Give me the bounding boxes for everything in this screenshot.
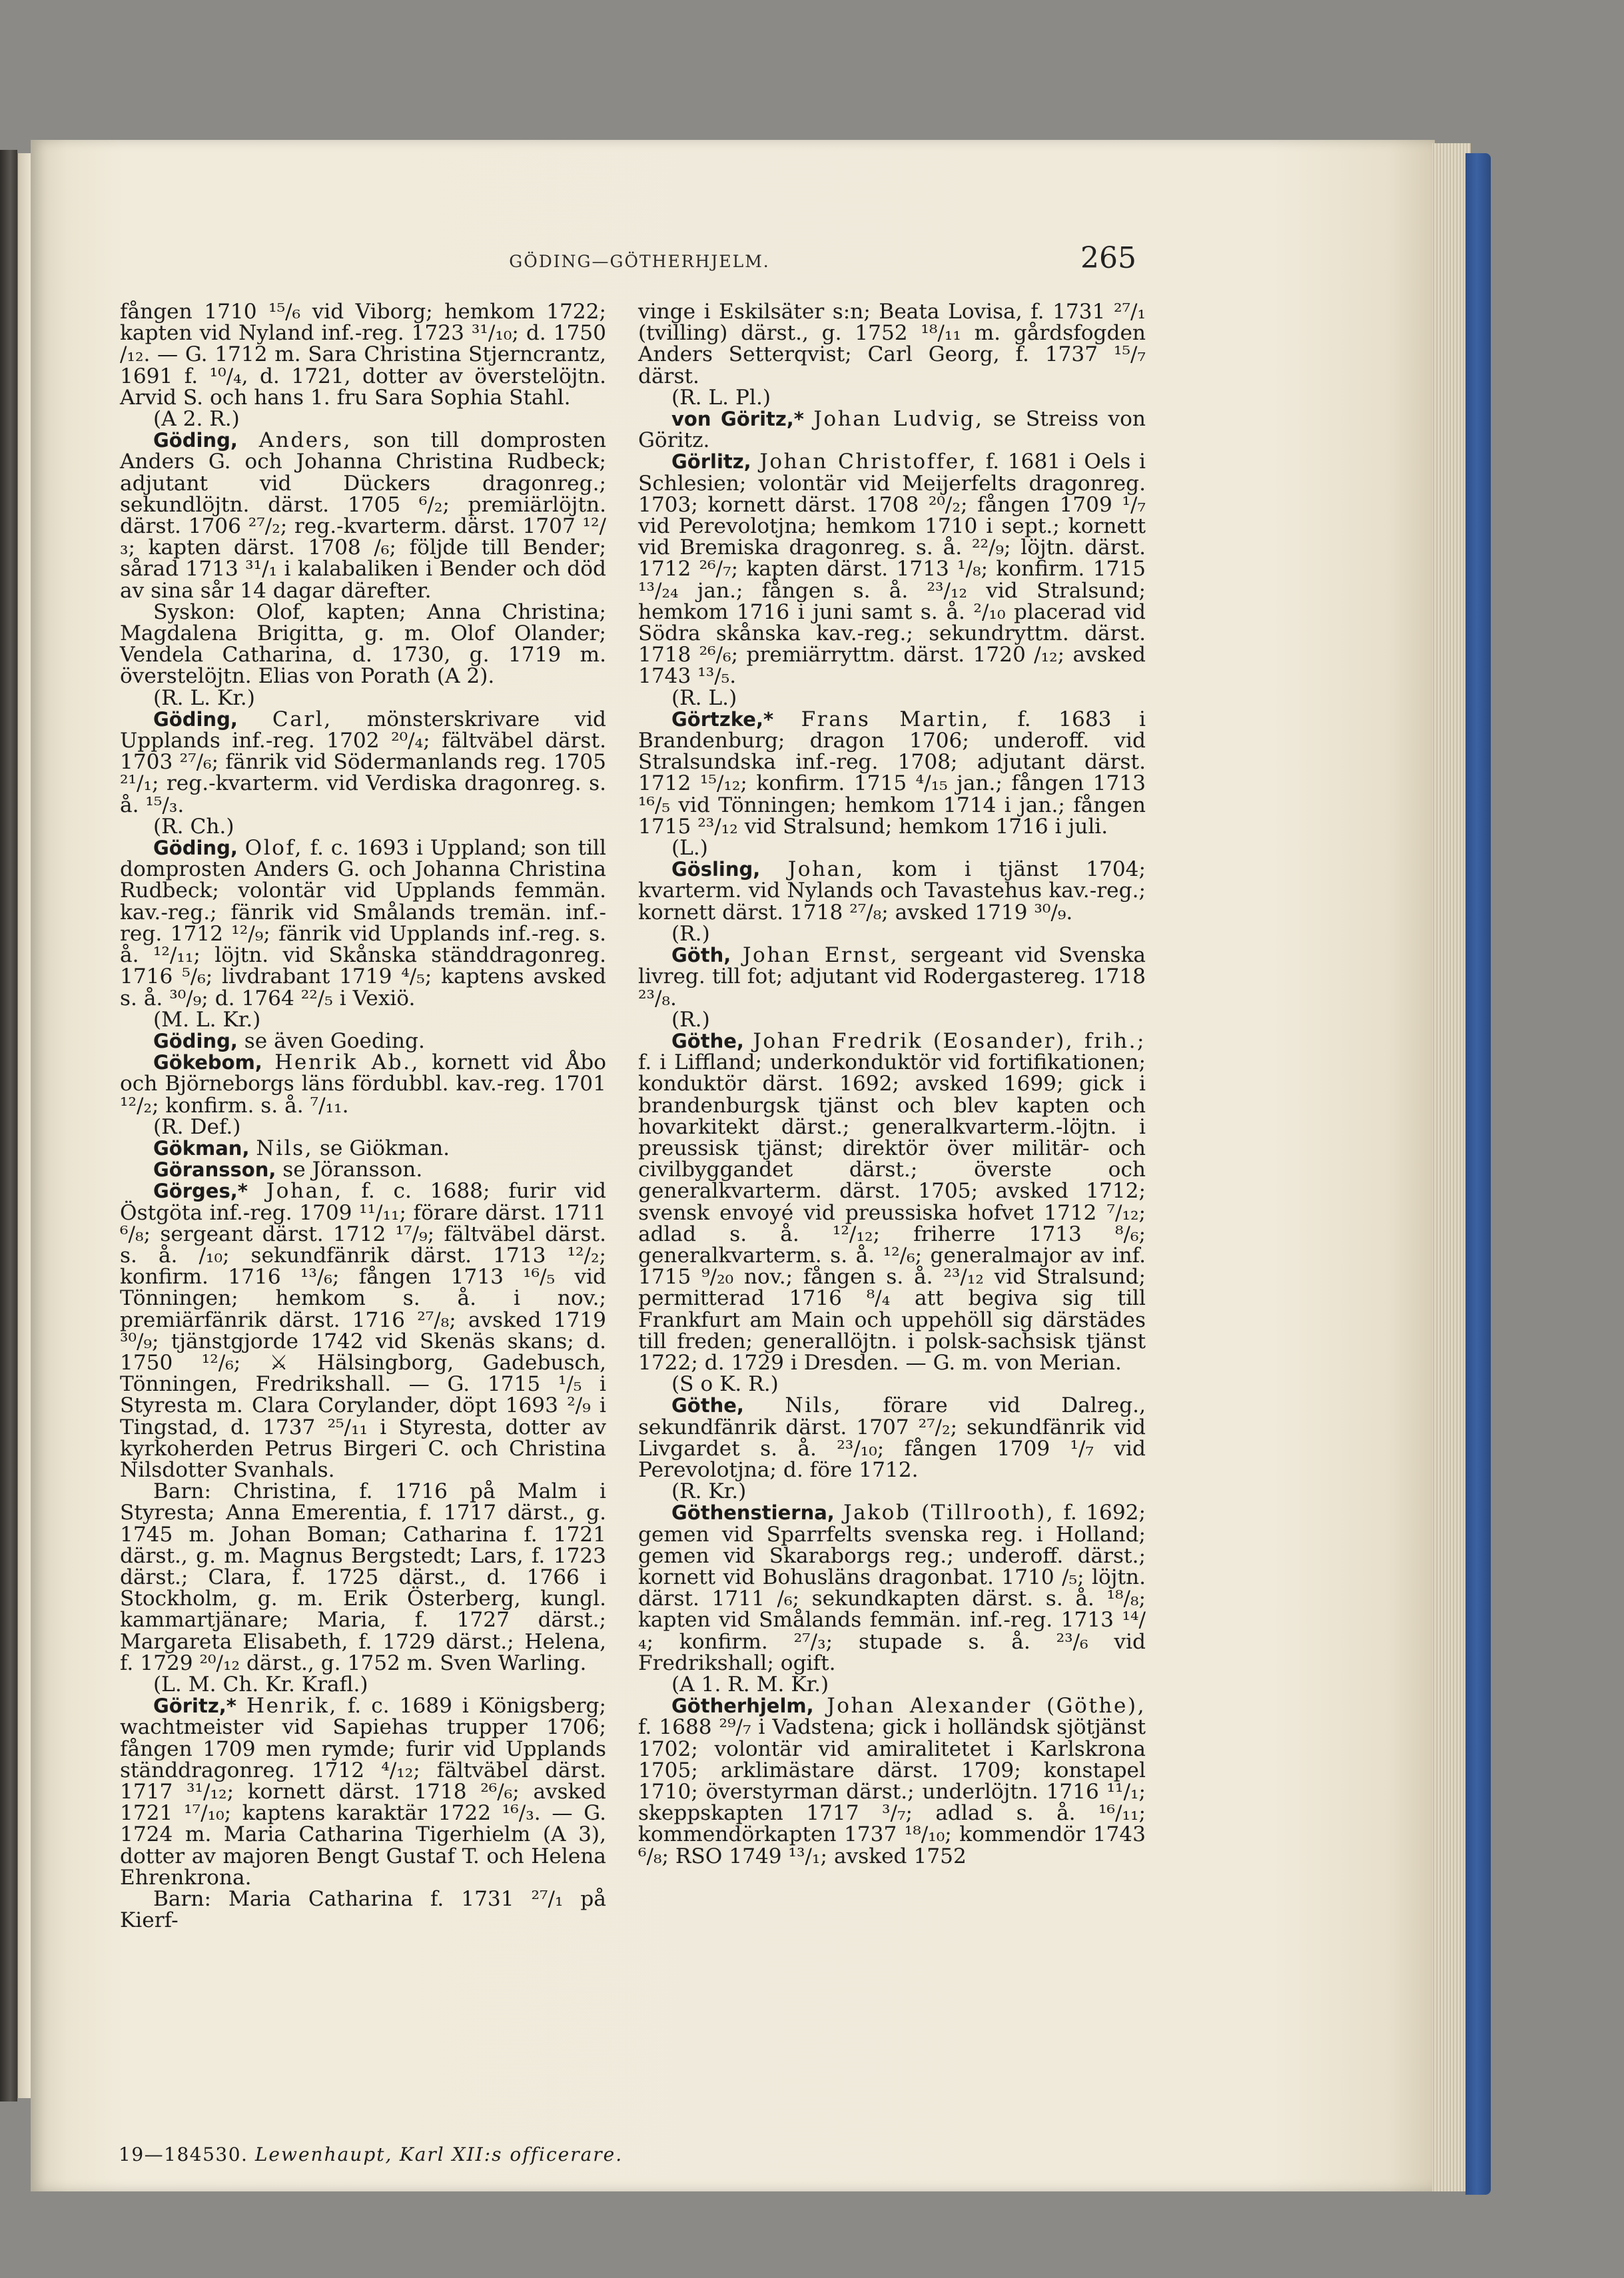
entry-text: f. 1688 ²⁹/₇ i Vadstena; gick i holländsk sjötjänst 1702; volontär vid amiralitetet i Karlskrona 1705; arklimästare därst. 1709; konstapel 1710; överstyrman därst.; underlöjtn. 1716 ¹¹/₁; skeppskapten 1717 ³/₇; adlad s. å. ¹⁶/₁₁; kommendörkapten 1737 ¹⁸/₁₀; kommendör 1743 ⁶/₈; RSO 1749 ¹³/₁; avsked 1752 bbox=[638, 1715, 1146, 1868]
source-reference: (M. L. Kr.) bbox=[153, 1007, 261, 1032]
entry-surname: Göding, bbox=[153, 837, 238, 860]
left-text-column bbox=[120, 301, 606, 1931]
source-reference: (A 2. R.) bbox=[153, 407, 240, 432]
biography-entry bbox=[638, 1395, 1146, 1481]
running-head: GÖDING—GÖTHERHJELM. bbox=[509, 252, 770, 271]
biography-entry bbox=[638, 1502, 1146, 1674]
entry-text: kornett vid Åbo och Björneborgs läns fördubbl. kav.-reg. 1701 ¹²/₂; konfirm. s. å. ⁷/₁₁. bbox=[120, 1050, 607, 1118]
entry-text: f. 1692; gemen vid Sparrfelts svenska reg. i Holland; gemen vid Skaraborgs reg.; underoff. därst.; kornett vid Bohusläns dragonbat. 1710 /₅; löjtn. därst. 1711 /₆; sekundkapten därst. s. å. ¹⁸/₈; kapten vid Smålands femmän. inf.-reg. 1713 ¹⁴/₄; konfirm. ²⁷/₃; stupade s. å. ²³/₆ vid Fredrikshall; ogift. bbox=[638, 1501, 1146, 1675]
entry-surname: Göth, bbox=[671, 944, 731, 967]
entry-text: se även Goeding. bbox=[244, 1028, 425, 1053]
entry-given-name: Johan Ludvig, bbox=[813, 407, 984, 432]
entry-surname: Gökebom, bbox=[153, 1051, 262, 1074]
biography-entry bbox=[638, 945, 1146, 1009]
biography-entry bbox=[120, 430, 606, 601]
entry-given-name: Olof, bbox=[244, 836, 303, 861]
entry-text: f. 1683 i Brandenburg; dragon 1706; underoff. vid Stralsundska inf.-reg. 1708; adjutant därst. 1712 ¹⁵/₁₂; konfirm. 1715 ⁴/₁₅ jan.; fången 1713 ¹⁶/₅ vid Tönningen; hemkom 1714 i jan.; fången 1715 ²³/₁₂ vid Stralsund; hemkom 1716 i juli. bbox=[638, 707, 1146, 839]
entry-surname: Göthenstierna, bbox=[671, 1501, 835, 1525]
entry-surname: Görtzke,* bbox=[671, 707, 774, 731]
entry-surname: Göding, bbox=[153, 1029, 238, 1052]
biography-entry bbox=[638, 1695, 1146, 1867]
source-reference: (R. L. Kr.) bbox=[153, 685, 255, 710]
biography-entry bbox=[638, 709, 1146, 837]
right-text-column bbox=[638, 301, 1146, 1867]
entry-given-name: Anders, bbox=[258, 428, 352, 453]
entry-surname: Görlitz, bbox=[671, 450, 751, 474]
entry-given-name: Johan Alexander (Göthe), bbox=[827, 1694, 1146, 1718]
entry-text: se Giökman. bbox=[319, 1136, 450, 1160]
entry-surname: Gökman, bbox=[153, 1136, 250, 1160]
blue-book-cover bbox=[1465, 153, 1491, 2195]
entry-text: se Streiss von Göritz. bbox=[638, 407, 1146, 453]
entry-given-name: Johan Fredrik (Eosander), frih.; bbox=[753, 1028, 1146, 1053]
entry-text: f. c. 1693 i Uppland; son till domprosten Anders G. och Johanna Christina Rudbeck; volontär vid Upplands femmän. kav.-reg.; fänrik vid Smålands tremän. inf.-reg. 1712 ¹²/₉; fänrik vid Upplands inf.-reg. s. å. ¹²/₁₁; löjtn. vid Skånska ständdragonreg. 1716 ⁵/₆; livdrabant 1719 ⁴/₅; kaptens avsked s. å. ³⁰/₉; d. 1764 ²²/₅ i Vexiö. bbox=[120, 836, 606, 1010]
biography-entry bbox=[638, 859, 1146, 923]
source-reference: (A 1. R. M. Kr.) bbox=[671, 1673, 829, 1697]
entry-given-name: Nils, bbox=[785, 1393, 843, 1418]
entry-text: kom i tjänst 1704; kvarterm. vid Nylands och Tavastehus kav.-reg.; kornett därst. 1718 ²⁷/₈; avsked 1719 ³⁰/₉. bbox=[638, 857, 1146, 925]
continued-text: vinge i Eskilsäter s:n; Beata Lovisa, f. 1731 ²⁷/₁ (tvilling) därst., g. 1752 ¹⁸/₁₁ m. gårdsfogden Anders Setterqvist; Carl Georg, f. 1737 ¹⁵/₇ därst. bbox=[638, 300, 1146, 388]
entry-text: se Jöransson. bbox=[282, 1158, 423, 1182]
source-reference: (R. Kr.) bbox=[671, 1479, 747, 1504]
entry-text: f. i Liffland; underkonduktör vid fortifikationen; konduktör därst. 1692; avsked 1699; gick i brandenburgsk tjänst och blev kapten och hovarkitekt därst.; generalkvarterm.-löjtn. i preussisk tjänst; direktör över militär- och civilbyggandet därst.; överste och generalkvarterm. därst. 1705; avsked 1712; svensk envoyé vid preussiska hofvet 1712 ⁷/₁₂; adlad s. å. ¹²/₁₂; friherre 1713 ⁸/₆; generalkvarterm. s. å. ¹²/₆; generalmajor av inf. 1715 ⁹/₂₀ nov.; fången s. å. ²³/₁₂ vid Stralsund; permitterad 1716 ⁸/₄ att begiva sig till Frankfurt am Main och uppehöll sig därstädes till freden; generallöjtn. i polsk-sachsisk tjänst 1722; d. 1729 i Dresden. — G. m. von Merian. bbox=[638, 1050, 1146, 1375]
entry-text: son till domprosten Anders G. och Johanna Christina Rudbeck; adjutant vid Dückers dragonreg.; sekundlöjtn. därst. 1705 ⁶/₂; premiärlöjtn. därst. 1706 ²⁷/₂; reg.-kvarterm. därst. 1707 ¹²/₃; kapten därst. 1708 /₆; följde till Bender; sårad 1713 ³¹/₁ i kalabaliken i Bender och död av sina sår 14 dagar därefter. bbox=[120, 428, 606, 603]
entry-surname: Göthe, bbox=[671, 1029, 744, 1052]
biography-entry bbox=[120, 1695, 606, 1888]
biography-entry bbox=[120, 709, 606, 816]
entry-surname: Göransson, bbox=[153, 1158, 276, 1182]
entry-text: f. c. 1688; furir vid Östgöta inf.-reg. 1709 ¹¹/₁₁; förare därst. 1711 ⁶/₈; sergeant därst. 1712 ¹⁷/₉; fältväbel därst. s. å. /₁₀; sekundfänrik därst. 1713 ¹²/₂; konfirm. 1716 ¹³/₆; fången 1713 ¹⁶/₅ vid Tönningen; hemkom s. å. i nov.; premiärfänrik därst. 1716 ²⁷/₈; avsked 1719 ³⁰/₉; tjänstgjorde 1742 vid Skenäs skans; d. 1750 ¹²/₆; ⚔ Hälsingborg, Gadebusch, Tönningen, Fredrikshall. — G. 1715 ¹/₅ i Styresta m. Clara Corylander, döpt 1693 ²/₉ i Tingstad, d. 1737 ²⁵/₁₁ i Styresta, dotter av kyrkoherden Petrus Birgeri C. och Christina Nilsdotter Svanhals. bbox=[120, 1179, 606, 1482]
entry-surname: Göding, bbox=[153, 707, 238, 731]
entry-surname: Göritz,* bbox=[153, 1695, 236, 1718]
entry-given-name: Johan Ernst, bbox=[743, 943, 899, 968]
entry-surname: Göding, bbox=[153, 429, 238, 452]
left-book-spine bbox=[0, 150, 17, 2101]
family-paragraph: Barn: Christina, f. 1716 på Malm i Styresta; Anna Emerentia, f. 1717 därst., g. 1745 m. Johan Boman; Catharina f. 1721 därst., g. m. Magnus Bergstedt; Lars, f. 1723 därst.; Clara, f. 1725 därst., d. 1766 i Stockholm, g. m. Erik Österberg, kungl. kammartjänare; Maria, f. 1727 därst.; Margareta Elisabeth, f. 1729 därst.; Helena, f. 1729 ²⁰/₁₂ därst., g. 1752 m. Sven Warling. bbox=[120, 1479, 606, 1675]
entry-surname: von Göritz,* bbox=[671, 408, 804, 431]
entry-surname: Götherhjelm, bbox=[671, 1695, 814, 1718]
entry-given-name: Carl, bbox=[272, 707, 332, 731]
biography-entry bbox=[638, 408, 1146, 451]
continued-text: fången 1710 ¹⁵/₆ vid Viborg; hemkom 1722; kapten vid Nyland inf.-reg. 1723 ³¹/₁₀; d. 1750 /₁₂. — G. 1712 m. Sara Christina Stjerncrantz, 1691 f. ¹⁰/₄, d. 1721, dotter av överstelöjtn. Arvid S. och hans 1. fru Sara Sophia Stahl. bbox=[120, 300, 606, 410]
family-paragraph: Syskon: Olof, kapten; Anna Christina; Magdalena Brigitta, g. m. Olof Olander; Vendela Catharina, d. 1730, g. 1719 m. överstelöjtn. Elias von Porath (A 2). bbox=[120, 599, 606, 689]
source-reference: (R. Def.) bbox=[153, 1114, 241, 1139]
biography-entry bbox=[120, 837, 606, 1009]
entry-given-name: Johan, bbox=[787, 857, 865, 882]
entry-given-name: Johan Christoffer, bbox=[759, 450, 978, 474]
entry-text: sergeant vid Svenska livreg. till fot; adjutant vid Rodergastereg. 1718 ²³/₈. bbox=[638, 943, 1146, 1010]
entry-given-name: Henrik Ab., bbox=[274, 1050, 420, 1075]
footer-author: Lewenhaupt, bbox=[254, 2143, 393, 2165]
biography-entry bbox=[638, 1030, 1146, 1373]
entry-given-name: Henrik, bbox=[246, 1694, 338, 1718]
biography-entry bbox=[120, 1180, 606, 1481]
biography-entry bbox=[120, 1030, 606, 1052]
biography-entry bbox=[638, 451, 1146, 687]
source-reference: (R.) bbox=[671, 1007, 710, 1032]
footer-title: Karl XII:s officerare. bbox=[399, 2143, 623, 2165]
source-reference: (R. L.) bbox=[671, 685, 737, 710]
entry-text: mönsterskrivare vid Upplands inf.-reg. 1702 ²⁰/₄; fältväbel därst. 1703 ²⁷/₆; fänrik vid Södermanlands reg. 1705 ²¹/₁; reg.-kvarterm. vid Verdiska dragonreg. s. å. ¹⁵/₃. bbox=[120, 707, 606, 817]
source-reference: (R.) bbox=[671, 921, 710, 946]
entry-given-name: Frans Martin, bbox=[801, 707, 990, 731]
source-reference: (L.) bbox=[671, 836, 708, 861]
entry-text: f. c. 1689 i Königsberg; wachtmeister vid Sapiehas trupper 1706; fången 1709 men rymde; furir vid Upplands ständdragonreg. 1712 ⁴/₁₂; fältväbel därst. 1717 ³¹/₁₂; kornett därst. 1718 ²⁶/₆; avsked 1721 ¹⁷/₁₀; kaptens karaktär 1722 ¹⁶/₃. — G. 1724 m. Maria Catharina Tigerhielm (A 3), dotter av majoren Bengt Gustaf T. och Helena Ehrenkrona. bbox=[120, 1694, 606, 1890]
entry-surname: Görges,* bbox=[153, 1180, 248, 1203]
entry-surname: Gösling, bbox=[671, 858, 761, 881]
entry-given-name: Johan, bbox=[266, 1179, 343, 1204]
biography-entry bbox=[120, 1159, 606, 1180]
biography-entry bbox=[120, 1138, 606, 1159]
entry-surname: Göthe, bbox=[671, 1394, 744, 1417]
entry-given-name: Nils, bbox=[256, 1136, 314, 1160]
source-reference: (R. Ch.) bbox=[153, 814, 234, 839]
family-paragraph: Barn: Maria Catharina f. 1731 ²⁷/₁ på Kierf- bbox=[120, 1887, 606, 1933]
source-reference: (S o K. R.) bbox=[671, 1372, 779, 1397]
source-reference: (R. L. Pl.) bbox=[671, 385, 771, 410]
entry-given-name: Jakob (Tillrooth), bbox=[843, 1501, 1055, 1525]
page-number: 265 bbox=[1080, 241, 1136, 275]
entry-text: förare vid Dalreg., sekundfänrik därst. 1707 ²⁷/₂; sekundfänrik vid Livgardet s. å. ²³/₁₀; fången 1709 ¹/₇ vid Perevolotjna; d. före 1712. bbox=[638, 1393, 1146, 1482]
biography-entry bbox=[120, 1052, 606, 1116]
footer-signature: 19—184530. bbox=[119, 2143, 248, 2165]
source-reference: (L. M. Ch. Kr. Krafl.) bbox=[153, 1673, 368, 1697]
page-footer bbox=[119, 2143, 665, 2165]
entry-text: f. 1681 i Oels i Schlesien; volontär vid Meijerfelts dragonreg. 1703; kornett därst. 1708 ²⁰/₂; fången 1709 ¹/₇ vid Perevolotjna; hemkom 1710 i sept.; kornett vid Bremiska dragonreg. s. å. ²²/₉; löjtn. därst. 1712 ²⁶/₇; kapten därst. 1713 ¹/₈; konfirm. 1715 ¹³/₂₄ jan.; fången s. å. ²³/₁₂ vid Stralsund; hemkom 1716 i juni samt s. å. ²/₁₀ placerad vid Södra skånska kav.-reg.; sekundryttm. därst. 1718 ²⁶/₆; premiärryttm. därst. 1720 /₁₂; avsked 1743 ¹³/₅. bbox=[638, 450, 1146, 689]
